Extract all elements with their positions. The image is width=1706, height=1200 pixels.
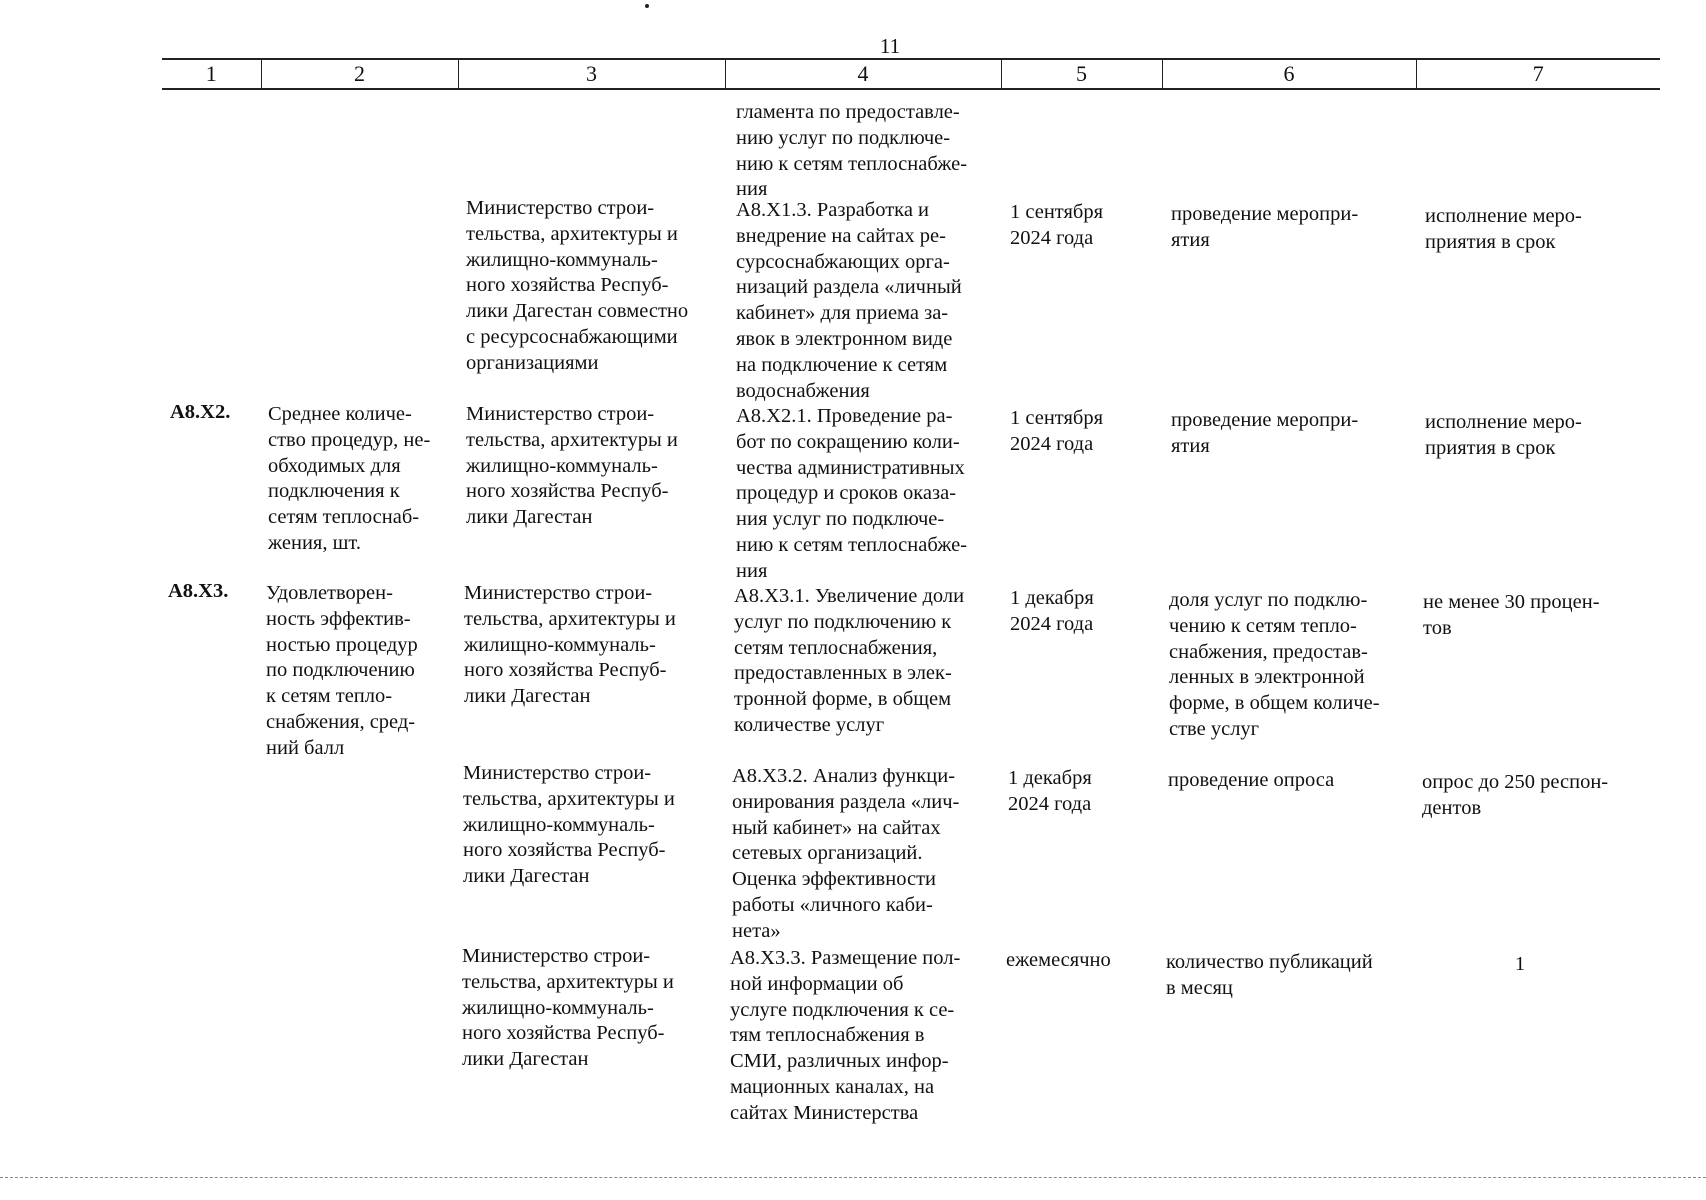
responsible-cell: Министерство строи- тельства, архитектуры и жилищно-коммуналь- ного хозяйства Респуб- лики Дагестан	[462, 945, 674, 1071]
column-header-7: 7	[1416, 59, 1660, 89]
bottom-scan-line	[0, 1177, 1706, 1178]
deadline-cell: 1 декабря 2024 года	[1010, 587, 1094, 635]
column-header-4: 4	[725, 59, 1001, 89]
target-cell: опрос до 250 респон- дентов	[1422, 771, 1609, 819]
target-cell: исполнение меро- приятия в срок	[1425, 411, 1582, 459]
measure-cell: А8.Х3.3. Размещение пол- ной информации об услуге подключения к се- тям теплоснабжения в СМИ, различных инфор- мационных каналах, на сайтах Министерства	[730, 947, 961, 1124]
column-header-6: 6	[1162, 59, 1416, 89]
deadline-cell: 1 сентября 2024 года	[1010, 201, 1104, 249]
deadline-cell: 1 декабря 2024 года	[1008, 767, 1092, 815]
deadline-cell: 1 сентября 2024 года	[1010, 407, 1104, 455]
responsible-cell: Министерство строи- тельства, архитектуры и жилищно-коммуналь- ного хозяйства Респуб- лики Дагестан	[464, 582, 676, 708]
scan-speck	[645, 4, 649, 8]
table-header	[162, 58, 1660, 90]
column-header-2: 2	[261, 59, 458, 89]
result-cell: проведение меропри- ятия	[1171, 409, 1359, 457]
result-cell: проведение опроса	[1168, 769, 1335, 791]
page-number: 11	[879, 34, 901, 58]
result-cell: проведение меропри- ятия	[1171, 203, 1359, 251]
responsible-cell: Министерство строи- тельства, архитектуры и жилищно-коммуналь- ного хозяйства Респуб- лики Дагестан	[463, 762, 675, 888]
result-cell: количество публикаций в месяц	[1166, 951, 1373, 999]
code-cell: А8.Х2.	[170, 401, 231, 423]
indicator-cell: Среднее количе- ство процедур, не- обходимых для подключения к сетям теплоснаб- жения, шт.	[268, 403, 431, 554]
target-cell: не менее 30 процен- тов	[1423, 591, 1600, 639]
target-cell: 1	[1514, 953, 1526, 975]
responsible-cell: Министерство строи- тельства, архитектуры и жилищно-коммуналь- ного хозяйства Респуб- лики Дагестан	[466, 403, 678, 529]
responsible-cell: Министерство строи- тельства, архитектуры и жилищно-коммуналь- ного хозяйства Респуб- лики Дагестан совместно с ресурсоснабжающими организациями	[466, 197, 689, 374]
result-cell: доля услуг по подклю- чению к сетям тепло- снабжения, предостав- ленных в электронной форме, в общем количе- стве услуг	[1169, 589, 1380, 740]
indicator-cell: Удовлетворен- ность эффектив- ностью процедур по подключению к сетям тепло- снабжения, сред- ний балл	[266, 582, 418, 759]
measure-cell: А8.Х3.1. Увеличение доли услуг по подключению к сетям теплоснабжения, предоставленных в элек- тронной форме, в общем количестве услуг	[734, 585, 965, 736]
column-header-3: 3	[458, 59, 725, 89]
measure-cell: А8.Х3.2. Анализ функци- онирования раздела «лич- ный кабинет» на сайтах сетевых организаций. Оценка эффективности работы «личного каби- нета»	[732, 765, 960, 942]
measure-cell: А8.Х1.3. Разработка и внедрение на сайтах ре- сурсоснабжающих орга- низаций раздела «личный кабинет» для приема за- явок в электронном виде на подключение к сетям водоснабжения	[736, 199, 962, 402]
deadline-cell: ежемесячно	[1006, 949, 1111, 971]
target-cell: исполнение меро- приятия в срок	[1425, 205, 1582, 253]
header-row	[162, 59, 1660, 89]
column-header-1: 1	[162, 59, 261, 89]
column-header-5: 5	[1001, 59, 1162, 89]
measure-cell: А8.Х2.1. Проведение ра- бот по сокращению коли- чества административных процедур и сроков оказа- ния услуг по подключе- нию к сетям теплоснабже- ния	[736, 405, 968, 582]
code-cell: А8.Х3.	[168, 580, 229, 602]
measure-cell: гламента по предоставле- нию услуг по подключе- нию к сетям теплоснабже- ния	[736, 101, 968, 201]
